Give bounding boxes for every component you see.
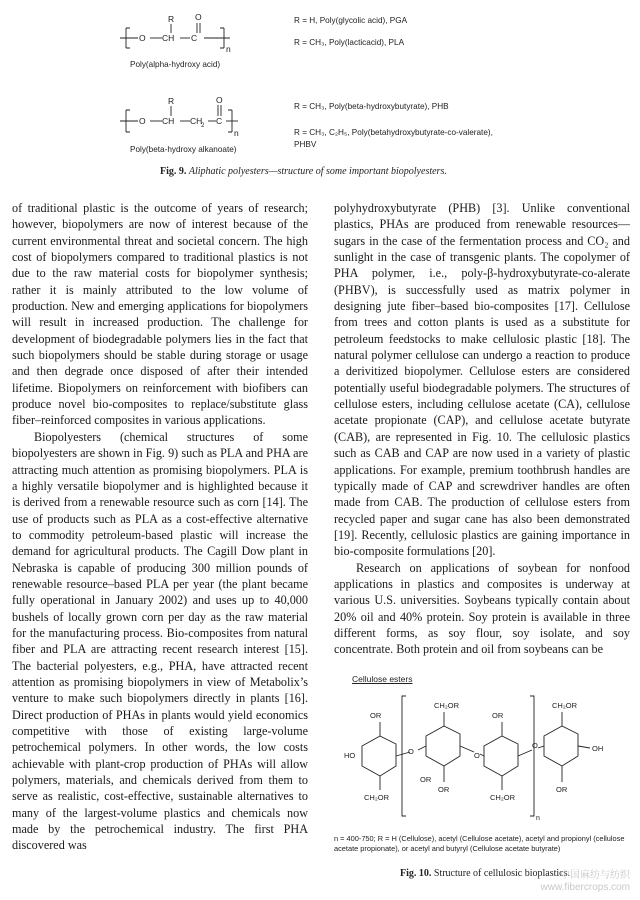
svg-text:R: R bbox=[168, 96, 175, 106]
glucose-ring-2 bbox=[426, 726, 460, 766]
svg-text:OH: OH bbox=[592, 744, 604, 753]
svg-text:OR: OR bbox=[556, 785, 568, 794]
poly-beta-hydroxy-alkanoate-label: Poly(beta-hydroxy alkanoate) bbox=[130, 145, 237, 154]
glucose-ring-4 bbox=[544, 726, 578, 766]
watermark-line-2: www.fibercrops.com bbox=[540, 882, 630, 893]
pga-definition: R = H, Poly(glycolic acid), PGA bbox=[294, 16, 408, 25]
svg-text:CH: CH bbox=[162, 116, 175, 126]
glucose-ring-3 bbox=[484, 736, 518, 776]
figure-10-caption-text: Structure of cellulosic bioplastics. bbox=[433, 868, 570, 879]
cellulose-esters-title: Cellulose esters bbox=[352, 674, 413, 684]
svg-text:C: C bbox=[191, 33, 198, 43]
svg-text:O: O bbox=[195, 12, 202, 22]
svg-text:n: n bbox=[536, 815, 540, 822]
left-paragraph-1: of traditional plastic is the outcome of years of research; however, biopolymers are now of interest because of the current environmental threat and societal concern. The high cost of biopolymers compared to traditional plastics is not due to the raw material costs for biopolymer synthesis; rather it is mainly attributed to the low volume of production. New and emerging applications for biopolymers will result in increased production. The challenge for development of biodegradable polymers lies in the fact that such biopolymers should be stable during storage or usage and then degrade once disposed of after their intended lifetime. Biopolymers on reinforcement with biofibers can produce novel bio-composites to replace/substitute glass fiber–reinforced composites in various applications. bbox=[12, 201, 308, 428]
svg-text:OR: OR bbox=[370, 711, 382, 720]
svg-text:2: 2 bbox=[201, 123, 205, 129]
left-column bbox=[12, 200, 308, 854]
figure-9-caption-text: Aliphatic polyesters—structure of some important biopolyesters. bbox=[188, 166, 447, 177]
svg-text:CH₂OR: CH₂OR bbox=[552, 701, 577, 710]
glucose-ring-1 bbox=[362, 736, 396, 776]
svg-text:OR: OR bbox=[420, 775, 432, 784]
svg-text:C: C bbox=[216, 116, 223, 126]
phb-definition: R = CH₃, Poly(beta-hydroxybutyrate), PHB bbox=[294, 102, 449, 111]
figure-9-caption bbox=[160, 166, 447, 177]
svg-text:n: n bbox=[226, 44, 231, 54]
svg-text:O: O bbox=[532, 741, 538, 750]
right-paragraph-2: Research on applications of soybean for nonfood applications in plastics and composites is underway at various U.S. universities. Soybeans typically contain about 20% oil and 40% protein. Soy protein is available in three different forms, as soy flour, soy isolate, and soy concentrate. Both protein and oil from soybeans can be bbox=[334, 560, 630, 657]
left-paragraph-2: Biopolyesters (chemical structures of some biopolyesters are shown in Fig. 9) such as PLA and PHA are attracting much attention as promising biopolymers. PLA is a highly versatile biopolymer and is highlighted because it is derived from a renewable resource such as corn [14]. The use of products such as PLA as a cost-effective alternative to commodity petroleum-based plastic will increase the demand for agricultural products. The Cagill Dow plant in Nebraska is capable of producing 300 million pounds of renewable resource–based PLA per year (the plant became fully operational in January 2002) and uses up to 40,000 bushels of locally grown corn per day as the raw material for the manufacturing process. Bio-composites from natural fiber and PLA are attracting recent research interest [15]. The bacterial polyesters, e.g., PHA, have attracted recent attention as promising biopolymers in view of Metabolix’s venture to make such biopolymers directly in plants [16]. Direct production of PHAs in plants would yield economics competitive with those of existing large-volume petrochemical polymers. In other words, the low costs achievable with plant-crop production of PHAs will allow polymers, materials, and chemicals derived from them to serve as realistic, cost-effective, sustainable alternatives to many of the largest-volume plastics and chemicals now made by the petrochemical industry. The first PHA discovered was bbox=[12, 429, 308, 853]
phbv-definition-line1: R = CH₃, C₂H₅, Poly(betahydroxybutyrate-co-valerate), bbox=[294, 128, 493, 137]
figure-10-number: Fig. 10. bbox=[400, 868, 432, 879]
pla-definition: R = CH₃, Poly(lacticacid), PLA bbox=[294, 38, 405, 47]
phbv-definition-line2: PHBV bbox=[294, 140, 317, 149]
polyester-structures-drawing bbox=[120, 6, 280, 166]
right-column bbox=[334, 200, 630, 658]
svg-text:HO: HO bbox=[344, 751, 356, 760]
right-paragraph-1: polyhydroxybutyrate (PHB) [3]. Unlike conventional plastics, PHAs are produced from renewable resources—sugars in the case of the fermentation process and CO₂ and sunlight in the case of transgenic plants. The copolymer of PHA polymer, i.e., poly-β-hydroxybutyrate-co-alerate (PHBV), is successfully used as matrix polymer in designing jute fiber–based bio-composites [17]. Cellulose from trees and cotton plants is used as a substitute for petroleum feedstocks to make cellulosic plastic [18]. The natural polymer cellulose can undergo a reaction to produce a derivitized biopolymer. Cellulose esters are considered potentially useful biodegradable polymers. The structures of cellulose esters, including cellulose acetate (CA), cellulose acetate propionate (CAP), and cellulose acetate butyrate (CAB), are represented in Fig. 10. The cellulosic plastics such as CAB and CAP are now used in a variety of plastic applications. For example, premium toothbrush handles are typically made of CAP and screwdriver handles are often made from CAB. The production of cellulose esters from recycled paper and sugar cane has also been demonstrated [19]. Recently, cellulosic plastics are gaining importance in bio-composite formulations [20]. bbox=[334, 201, 630, 559]
svg-text:O: O bbox=[139, 33, 146, 43]
watermark bbox=[541, 870, 630, 894]
watermark-line-1: 中国麻纺与纺织 bbox=[560, 870, 630, 881]
figure-9 bbox=[0, 0, 640, 190]
svg-text:CH₂OR: CH₂OR bbox=[490, 793, 515, 802]
svg-text:OR: OR bbox=[438, 785, 450, 794]
svg-text:CH₂OR: CH₂OR bbox=[364, 793, 389, 802]
svg-text:O: O bbox=[139, 116, 146, 126]
svg-text:CH₂OR: CH₂OR bbox=[434, 701, 459, 710]
svg-text:O: O bbox=[216, 95, 223, 105]
svg-text:O: O bbox=[408, 747, 414, 756]
poly-alpha-hydroxy-acid-label: Poly(alpha-hydroxy acid) bbox=[130, 60, 221, 69]
svg-text:n: n bbox=[234, 128, 239, 138]
cellulose-esters-note: n = 400-750; R = H (Cellulose), acetyl (Cellulose acetate), acetyl and propionyl (cellulose acetate propionate), or acetyl and butyryl (Cellulose acetate butyrate) bbox=[334, 834, 625, 853]
svg-text:O: O bbox=[474, 751, 480, 760]
figure-10 bbox=[334, 672, 634, 897]
svg-text:R: R bbox=[168, 14, 175, 24]
svg-text:OR: OR bbox=[492, 711, 504, 720]
svg-text:CH: CH bbox=[162, 33, 175, 43]
figure-9-number: Fig. 9. bbox=[160, 166, 187, 177]
cellulose-structure-drawing bbox=[334, 686, 634, 834]
svg-text:CH: CH bbox=[190, 116, 203, 126]
